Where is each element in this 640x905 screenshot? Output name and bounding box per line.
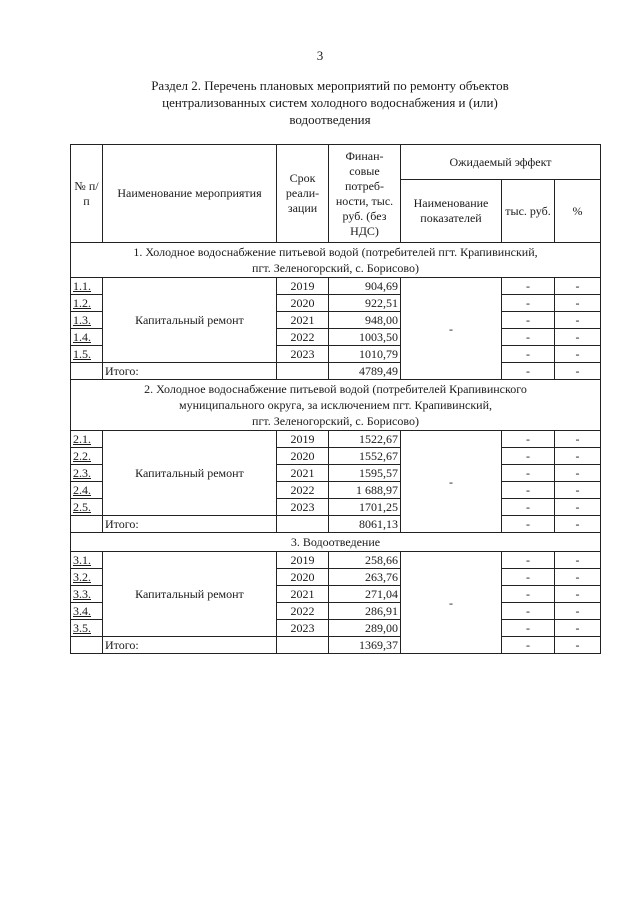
amount-cell: 1595,57 [329, 465, 401, 482]
section-heading [71, 380, 601, 431]
plan-table [70, 144, 601, 654]
header-effect: Ожидаемый эффект [401, 145, 601, 180]
rub-cell: - [502, 465, 555, 482]
row-number: 2.2. [71, 448, 103, 465]
rub-cell: - [502, 329, 555, 346]
amount-cell: 922,51 [329, 295, 401, 312]
amount-cell: 1522,67 [329, 431, 401, 448]
indicator-cell: - [401, 431, 502, 533]
total-empty-cell [277, 363, 329, 380]
percent-cell: - [555, 603, 601, 620]
measure-name: Капитальный ремонт [103, 278, 277, 363]
percent-cell: - [555, 465, 601, 482]
rub-cell: - [502, 295, 555, 312]
year-cell: 2021 [277, 465, 329, 482]
total-empty-cell [277, 516, 329, 533]
total-label: Итого: [103, 637, 277, 654]
section-heading-row [71, 380, 601, 431]
year-cell: 2020 [277, 569, 329, 586]
amount-cell: 289,00 [329, 620, 401, 637]
header-percent: % [555, 180, 601, 243]
header-finance: Финан-совые потреб-ности, тыс. руб. (без НДС) [329, 145, 401, 243]
total-row [71, 363, 601, 380]
percent-cell: - [555, 552, 601, 569]
year-cell: 2020 [277, 448, 329, 465]
row-number: 1.4. [71, 329, 103, 346]
percent-cell: - [555, 295, 601, 312]
rub-cell: - [502, 448, 555, 465]
amount-cell: 1701,25 [329, 499, 401, 516]
header-term: Срок реали-зации [277, 145, 329, 243]
row-number: 3.4. [71, 603, 103, 620]
measure-name: Капитальный ремонт [103, 552, 277, 637]
total-percent: - [555, 637, 601, 654]
rub-cell: - [502, 569, 555, 586]
total-label: Итого: [103, 516, 277, 533]
section-heading-line: 3. Водоотведение [290, 535, 381, 549]
percent-cell: - [555, 586, 601, 603]
total-rub: - [502, 637, 555, 654]
total-empty-cell [71, 516, 103, 533]
row-number: 3.3. [71, 586, 103, 603]
row-number: 1.5. [71, 346, 103, 363]
year-cell: 2023 [277, 620, 329, 637]
section-heading [71, 243, 601, 278]
amount-cell: 1552,67 [329, 448, 401, 465]
rub-cell: - [502, 312, 555, 329]
total-rub: - [502, 363, 555, 380]
amount-cell: 904,69 [329, 278, 401, 295]
total-empty-cell [71, 637, 103, 654]
section-heading-line: муниципального округа, за исключением пгт. Крапивинский, [178, 398, 493, 412]
total-percent: - [555, 516, 601, 533]
table-row [71, 278, 601, 295]
year-cell: 2023 [277, 346, 329, 363]
row-number: 3.5. [71, 620, 103, 637]
title-line: централизованных систем холодного водоснабжения и (или) [162, 95, 498, 110]
year-cell: 2021 [277, 312, 329, 329]
amount-cell: 258,66 [329, 552, 401, 569]
percent-cell: - [555, 620, 601, 637]
row-number: 1.1. [71, 278, 103, 295]
title-line: Раздел 2. Перечень плановых мероприятий по ремонту объектов [151, 78, 509, 93]
amount-cell: 1010,79 [329, 346, 401, 363]
header-num: № п/п [71, 145, 103, 243]
row-number: 2.1. [71, 431, 103, 448]
rub-cell: - [502, 620, 555, 637]
row-number: 1.2. [71, 295, 103, 312]
indicator-cell: - [401, 552, 502, 654]
total-empty-cell [71, 363, 103, 380]
row-number: 2.4. [71, 482, 103, 499]
table-row [71, 431, 601, 448]
percent-cell: - [555, 448, 601, 465]
page-number: 3 [316, 48, 324, 63]
indicator-cell: - [401, 278, 502, 380]
section-heading-line: пгт. Зеленогорский, с. Борисово) [252, 261, 419, 275]
total-empty-cell [277, 637, 329, 654]
percent-cell: - [555, 569, 601, 586]
percent-cell: - [555, 431, 601, 448]
table-body [71, 243, 601, 654]
table-row [71, 552, 601, 569]
percent-cell: - [555, 482, 601, 499]
year-cell: 2019 [277, 278, 329, 295]
total-row [71, 516, 601, 533]
total-amount: 8061,13 [329, 516, 401, 533]
header-indicators: Наименование показателей [401, 180, 502, 243]
rub-cell: - [502, 431, 555, 448]
year-cell: 2023 [277, 499, 329, 516]
amount-cell: 263,76 [329, 569, 401, 586]
percent-cell: - [555, 278, 601, 295]
rub-cell: - [502, 552, 555, 569]
row-number: 3.2. [71, 569, 103, 586]
percent-cell: - [555, 499, 601, 516]
header-thousand-rub: тыс. руб. [502, 180, 555, 243]
amount-cell: 1 688,97 [329, 482, 401, 499]
year-cell: 2022 [277, 603, 329, 620]
section-title [60, 77, 600, 128]
rub-cell: - [502, 603, 555, 620]
total-row [71, 637, 601, 654]
rub-cell: - [502, 346, 555, 363]
percent-cell: - [555, 346, 601, 363]
section-heading-row [71, 533, 601, 552]
measure-name: Капитальный ремонт [103, 431, 277, 516]
section-heading-line: пгт. Зеленогорский, с. Борисово) [252, 414, 419, 428]
year-cell: 2022 [277, 329, 329, 346]
section-heading-row [71, 243, 601, 278]
rub-cell: - [502, 482, 555, 499]
row-number: 3.1. [71, 552, 103, 569]
year-cell: 2019 [277, 552, 329, 569]
total-amount: 1369,37 [329, 637, 401, 654]
total-percent: - [555, 363, 601, 380]
percent-cell: - [555, 329, 601, 346]
rub-cell: - [502, 586, 555, 603]
rub-cell: - [502, 499, 555, 516]
amount-cell: 948,00 [329, 312, 401, 329]
percent-cell: - [555, 312, 601, 329]
total-label: Итого: [103, 363, 277, 380]
total-rub: - [502, 516, 555, 533]
total-amount: 4789,49 [329, 363, 401, 380]
year-cell: 2022 [277, 482, 329, 499]
amount-cell: 286,91 [329, 603, 401, 620]
amount-cell: 271,04 [329, 586, 401, 603]
section-heading [71, 533, 601, 552]
year-cell: 2020 [277, 295, 329, 312]
amount-cell: 1003,50 [329, 329, 401, 346]
title-line: водоотведения [289, 112, 371, 127]
section-heading-line: 2. Холодное водоснабжение питьевой водой (потребителей Крапивинского [144, 382, 527, 396]
row-number: 2.3. [71, 465, 103, 482]
row-number: 2.5. [71, 499, 103, 516]
section-heading-line: 1. Холодное водоснабжение питьевой водой (потребителей пгт. Крапивинский, [133, 245, 538, 259]
row-number: 1.3. [71, 312, 103, 329]
year-cell: 2019 [277, 431, 329, 448]
header-name: Наименование мероприятия [103, 145, 277, 243]
year-cell: 2021 [277, 586, 329, 603]
rub-cell: - [502, 278, 555, 295]
